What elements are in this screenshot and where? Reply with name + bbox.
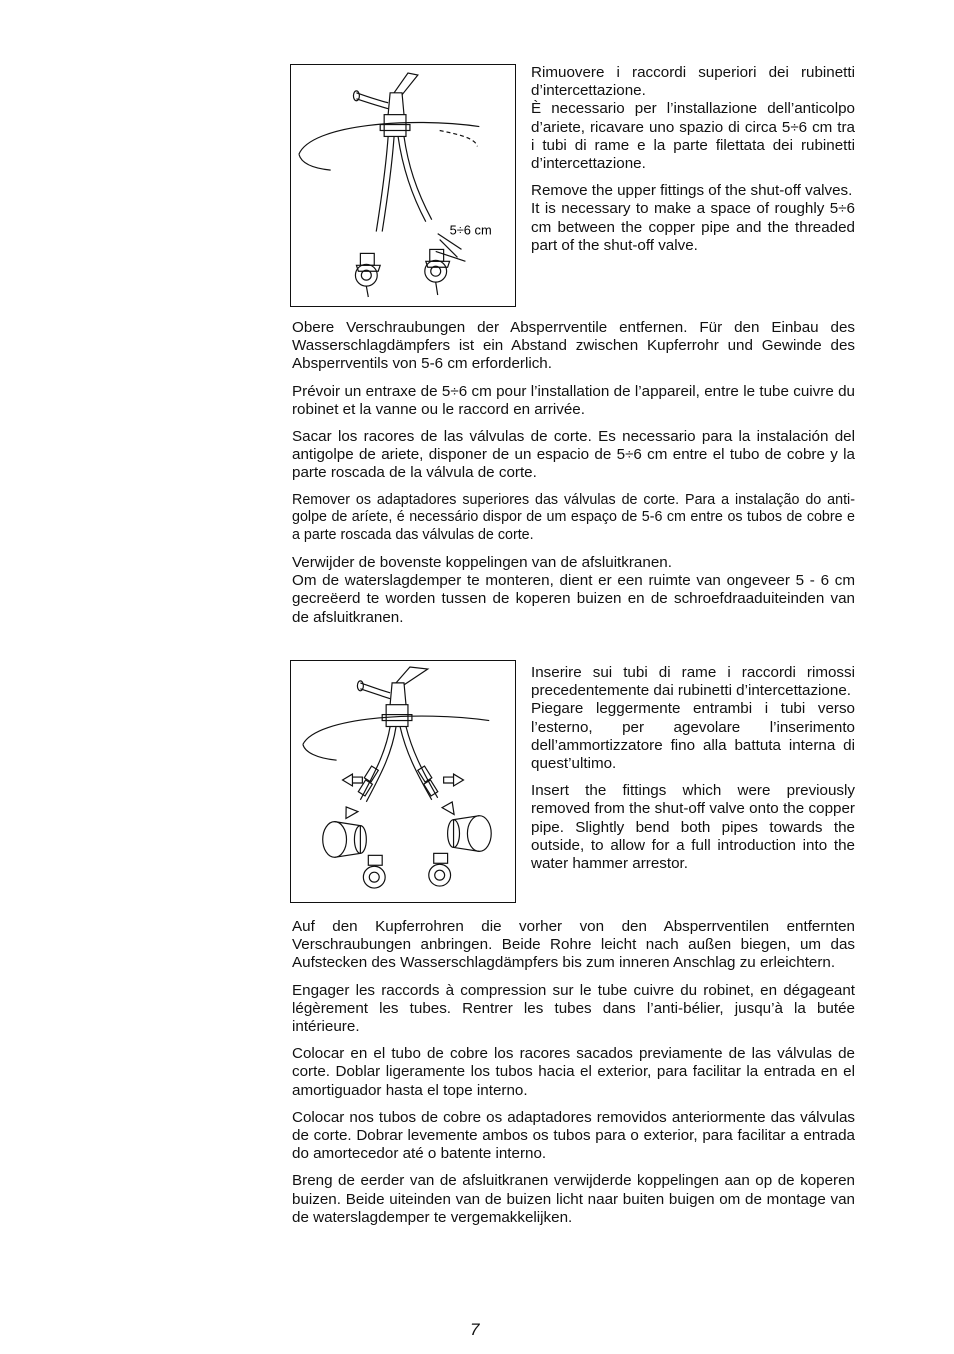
text-line: Inserire sui tubi di rame i raccordi rimossi precedentemente dai rubinetti d’intercettazione. — [531, 664, 855, 700]
section1-paragraph-nl — [292, 554, 855, 627]
section1-side-text — [531, 64, 855, 264]
section2-paragraph-es — [292, 1045, 855, 1100]
text-line: È necessario per l’installazione dell’anticolpo d’ariete, ricavare uno spazio di circa 5÷6 cm tra i tubi di rame e la parte filettata dei rubinetti d’intercettazione. — [531, 100, 855, 173]
section2-full-text — [292, 918, 855, 1236]
section2-side-paragraph-it — [531, 664, 855, 773]
page-number: 7 — [470, 1320, 480, 1339]
section2-side-text — [531, 664, 855, 882]
section1-paragraph-fr — [292, 383, 855, 419]
text-line: Sacar los racores de las válvulas de corte. Es necessario para la instalación del antigolpe de ariete, disponer de un espacio de 5÷6 cm entre el tubo de cobre y la parte roscada de la válvula de corte. — [292, 428, 855, 482]
faucet-diagram-2 — [291, 661, 515, 902]
section1-side-paragraph-en — [531, 182, 855, 255]
text-line: Breng de eerder van de afsluitkranen verwijderde koppelingen aan op de koperen buizen. Beide uiteinden van de buizen licht naar buiten buigen om de montage van de waterslagdemper te vergemakkelijken. — [292, 1172, 855, 1226]
section1-paragraph-de — [292, 319, 855, 374]
text-line: Colocar nos tubos de cobre os adaptadores removidos anteriormente das válvulas de corte. Dobrar levemente ambos os tubos para o exterior, para facilitar a entrada do amortecedor até o batente interno. — [292, 1108, 855, 1163]
text-line: Prévoir un entraxe de 5÷6 cm pour l’installation de l’appareil, entre le tube cuivre du robinet et la vanne ou le raccord en arrivée. — [292, 382, 855, 418]
dimension-label: 5÷6 cm — [449, 222, 492, 238]
text-line: Rimuovere i raccordi superiori dei rubinetti d’intercettazione. — [531, 64, 855, 100]
section2-side-paragraph-en — [531, 782, 855, 873]
section1-full-text — [292, 319, 855, 636]
text-line: Remove the upper fittings of the shut-off valves. — [531, 182, 853, 200]
section1-paragraph-pt — [292, 492, 855, 545]
text-line: It is necessary to make a space of roughly 5÷6 cm between the copper pipe and the threaded part of the shut-off valve. — [531, 200, 855, 254]
text-line: Obere Verschraubungen der Absperrventile entfernen. Für den Einbau des Wasserschlagdämpfers ist ein Abstand zwischen Kupferrohr und Gewinde des Absperrventils von 5-6 cm erforderlich. — [292, 319, 855, 373]
section2-paragraph-fr — [292, 982, 855, 1037]
text-line: Engager les raccords à compression sur le tube cuivre du robinet, en dégageant légèrement les tubes. Rentrer les tubes dans l’anti-bélier, jusqu’à la butée intérieure. — [292, 981, 855, 1036]
section2-paragraph-pt — [292, 1109, 855, 1164]
section2-paragraph-nl — [292, 1172, 855, 1227]
text-line: Piegare leggermente entrambi i tubi verso l’esterno, per agevolare l’inserimento dell’ammortizzatore fino alla battuta interna di quest’ultimo. — [531, 700, 855, 773]
section2-paragraph-de — [292, 918, 855, 973]
text-line: Remover os adaptadores superiores das válvulas de corte. Para a instalação do anti-golpe de aríete, é necessário dispor de um espaço de 5-6 cm entre os tubos de cobre e a parte roscada das válvulas de corte. — [292, 491, 855, 544]
section1-side-paragraph-it — [531, 64, 855, 173]
figure-remove-fittings — [290, 64, 516, 307]
section1-paragraph-es — [292, 428, 855, 483]
text-line: Om de waterslagdemper te monteren, dient er een ruimte van ongeveer 5 - 6 cm gecreëerd te worden tussen de koperen buizen en de schroefdraaduiteinden van de afsluitkranen. — [292, 572, 855, 626]
text-line: Insert the fittings which were previously removed from the shut-off valve onto the copper pipe. Slightly bend both pipes towards the outside, to allow for a full introduction into the water hammer arrestor. — [531, 782, 855, 873]
text-line: Auf den Kupferrohren die vorher von den Absperrventilen entfernten Verschraubungen anbringen. Beide Rohre leicht nach außen biegen, um das Aufstecken des Wasserschlagdämpfers bis zum inneren Anschlag zu erleichtern. — [292, 918, 855, 972]
figure-insert-fittings — [290, 660, 516, 903]
text-line: Colocar en el tubo de cobre los racores sacados previamente de las válvulas de corte. Doblar ligeramente los tubos hacia el exterior, para facilitar la entrada en el amortiguador hasta el tope interno. — [292, 1045, 855, 1099]
faucet-diagram-1 — [291, 65, 515, 306]
text-line: Verwijder de bovenste koppelingen van de afsluitkranen. — [292, 554, 672, 572]
